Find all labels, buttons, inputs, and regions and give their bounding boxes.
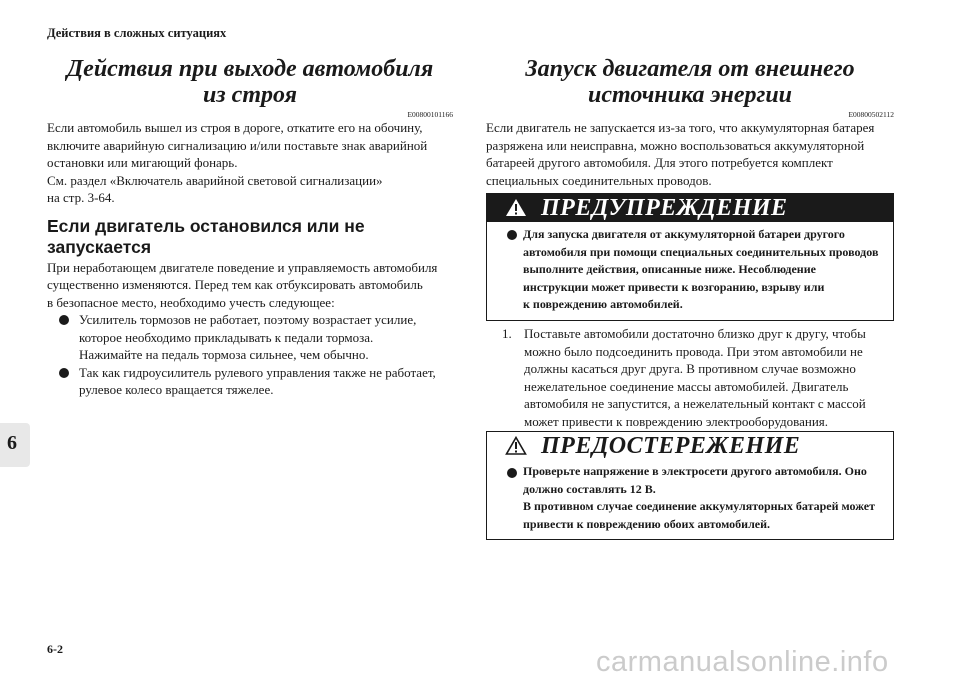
right-section-code: E00800502112 xyxy=(848,110,894,119)
text-line: нежелательное соединение массы автомобилей. Двигатель xyxy=(524,378,849,394)
caution-box-header xyxy=(487,432,893,460)
text-line: Если автомобиль вышел из строя в дороге, откатите его на обочину, xyxy=(47,120,423,135)
text-line: выполните действия, описанные ниже. Несоблюдение xyxy=(523,262,816,276)
bullet-item-brakes xyxy=(47,311,453,364)
text-line: Так как гидроусилитель рулевого управления также не работает, xyxy=(79,364,436,380)
left-section-title xyxy=(47,56,453,108)
right-intro-paragraph xyxy=(486,119,894,189)
bullet-dot-icon xyxy=(59,368,69,378)
warning-title: ПРЕДУПРЕЖДЕНИЕ xyxy=(541,195,788,221)
text-line: Усилитель тормозов не работает, поэтому возрастает усилие, xyxy=(79,312,417,327)
text-line: может привести к повреждению электрооборудования. xyxy=(524,413,829,429)
text-line: Нажимайте на педаль тормоза сильнее, чем обычно. xyxy=(79,347,369,362)
bullet-dot-icon xyxy=(507,230,517,240)
text-line: При неработающем двигателе поведение и управляемость автомобиля xyxy=(47,259,438,275)
warning-box xyxy=(486,193,894,321)
bullet-dot-icon xyxy=(59,315,69,325)
text-line: можно было подсоединить провода. При этом автомобили не xyxy=(524,343,863,359)
step-number: 1. xyxy=(502,326,512,341)
text-line: Если двигатель не запускается из-за того, что аккумуляторная батарея xyxy=(486,120,875,135)
text-line: автомобиля при помощи специальных соединительных проводов xyxy=(523,244,879,259)
text-line: на стр. 3-64. xyxy=(47,190,115,205)
text-line: включите аварийную сигнализацию и/или поставьте знак аварийной xyxy=(47,137,428,153)
right-column xyxy=(486,56,894,189)
caution-title: ПРЕДОСТЕРЕЖЕНИЕ xyxy=(541,433,801,459)
engine-stopped-intro xyxy=(47,259,453,312)
text-line: инструкции может привести к возгоранию, взрыву или xyxy=(523,279,825,294)
text-line: которое необходимо прикладывать к педали тормоза. xyxy=(79,329,374,345)
left-column xyxy=(47,56,453,399)
left-title-line-1: Действия при выходе автомобиля xyxy=(66,56,434,82)
engine-stopped-subheading: Если двигатель остановился или не запускается xyxy=(47,215,365,257)
step-1 xyxy=(502,325,916,430)
text-line: существенно изменяются. Перед тем как отбуксировать автомобиль xyxy=(47,277,423,292)
text-line: специальных соединительных проводов. xyxy=(486,172,712,188)
page-number: 6-2 xyxy=(47,642,63,656)
chapter-number: 6 xyxy=(7,432,17,454)
left-section-code: E00800101166 xyxy=(407,110,453,119)
text-line: остановки или мигающий фонарь. xyxy=(47,155,238,170)
right-title-line-1: Запуск двигателя от внешнего xyxy=(525,56,855,82)
text-line: рулевое колесо вращается тяжелее. xyxy=(79,382,274,397)
right-section-title xyxy=(486,56,894,108)
text-line: должно составлять 12 В. xyxy=(523,481,656,496)
caution-body xyxy=(487,460,893,539)
watermark: carmanualsonline.info xyxy=(596,646,889,678)
text-line: привести к повреждению обоих автомобилей. xyxy=(523,516,771,531)
text-line: Поставьте автомобили достаточно близко друг к другу, чтобы xyxy=(524,326,866,341)
text-line: должны касаться друг друга. В противном случае возможно xyxy=(524,361,856,376)
text-line: в безопасное место, необходимо учесть следующее: xyxy=(47,294,335,310)
running-header: Действия в сложных ситуациях xyxy=(47,26,227,40)
text-line: См. раздел «Включатель аварийной световой сигнализации» xyxy=(47,172,383,188)
right-title-line-2: источника энергии xyxy=(587,82,793,108)
left-title-line-2: из строя xyxy=(202,82,298,108)
warning-box-header xyxy=(487,194,893,222)
text-line: к повреждению автомобилей. xyxy=(523,297,683,311)
text-line: В противном случае соединение аккумуляторных батарей может xyxy=(523,499,876,513)
warning-triangle-icon xyxy=(505,198,527,217)
warning-body xyxy=(487,222,893,320)
text-line: автомобиля не запустится, а нежелательный контакт с массой xyxy=(524,396,866,411)
bullet-dot-icon xyxy=(507,468,517,478)
warning-triangle-icon xyxy=(505,436,527,455)
text-line: Проверьте напряжение в электросети другого автомобиля. Оно xyxy=(523,464,867,478)
caution-box xyxy=(486,431,894,540)
left-intro-paragraph xyxy=(47,119,453,207)
text-line: Для запуска двигателя от аккумуляторной батареи другого xyxy=(523,227,845,241)
text-line: разряжена или неисправна, можно воспользоваться аккумуляторной xyxy=(486,137,865,153)
bullet-item-steering xyxy=(47,364,453,399)
text-line: батареей другого автомобиля. Для этого потребуется комплект xyxy=(486,155,833,170)
